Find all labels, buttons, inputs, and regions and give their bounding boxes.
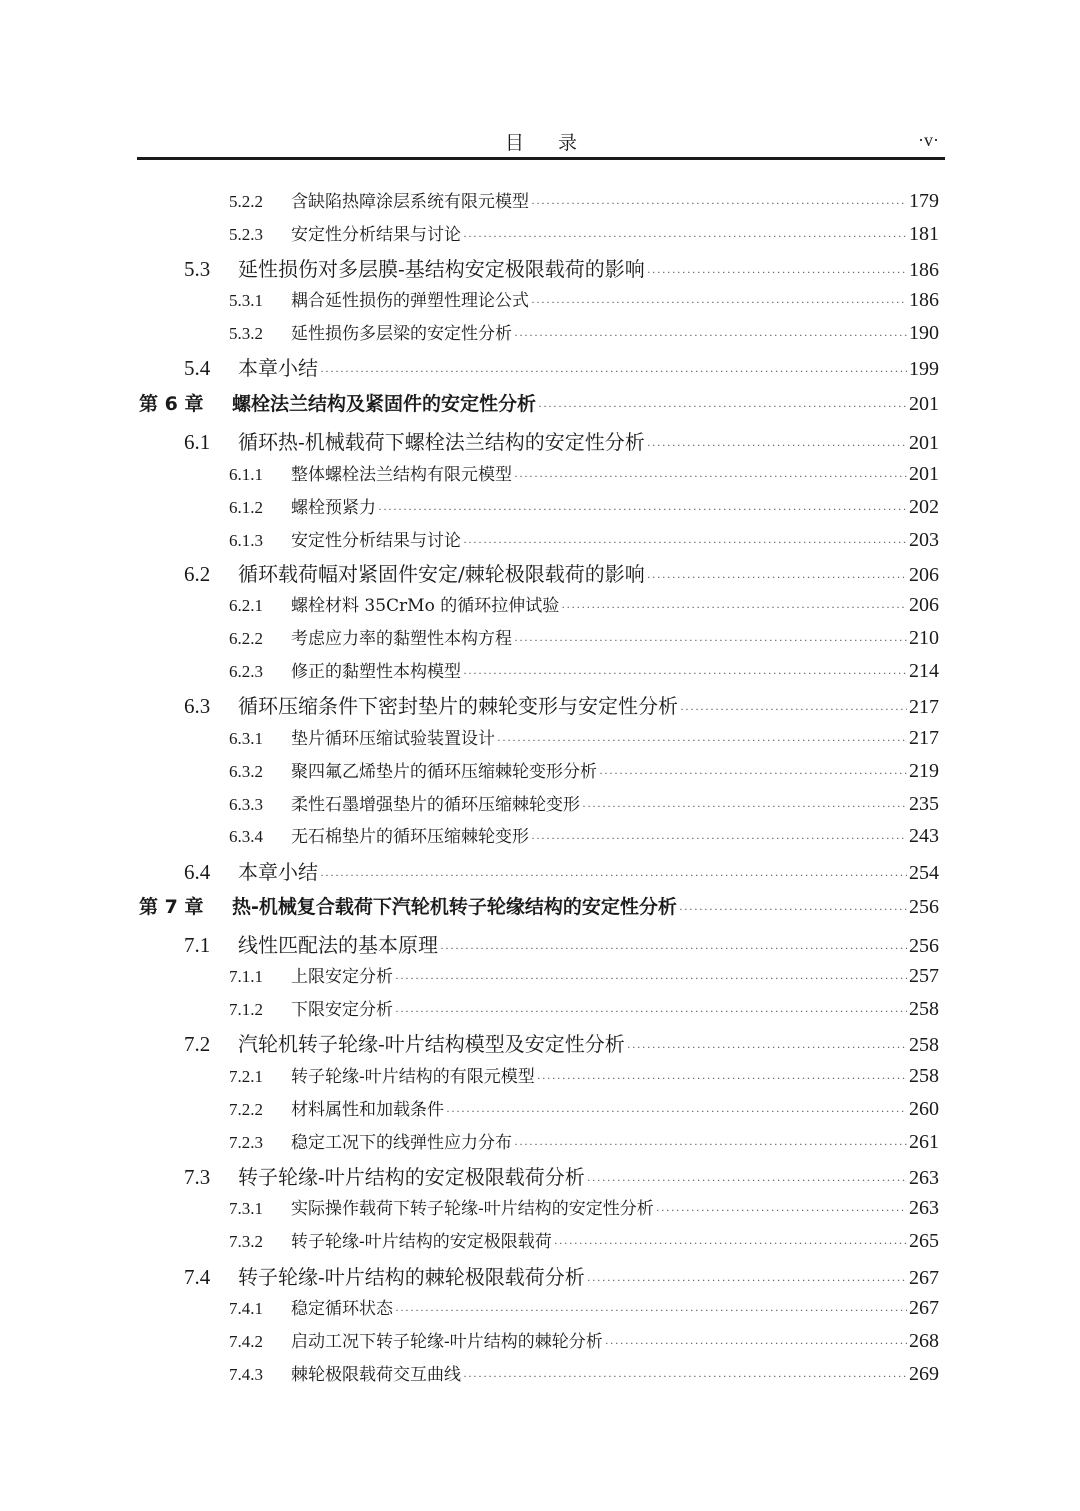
dot-leader: [587, 1273, 907, 1288]
toc-entry-title: 循环热-机械载荷下螺栓法兰结构的安定性分析: [238, 430, 645, 454]
toc-entry-title: 汽轮机转子轮缘-叶片结构模型及安定性分析: [238, 1032, 625, 1056]
toc-entry-number: 6.1.1: [229, 465, 263, 484]
toc-entry-number: 7.4: [184, 1265, 211, 1289]
toc-entry-page: 201: [909, 393, 939, 415]
toc-entry-number: 6.2.2: [229, 629, 263, 648]
toc-entry-page: 258: [909, 1065, 939, 1087]
toc-entry[interactable]: [229, 1062, 939, 1088]
toc-entry-number: 6.3.2: [229, 762, 263, 781]
dot-leader: [537, 1071, 907, 1086]
toc-entry-number: 5.3.2: [229, 324, 263, 343]
toc-entry-number: 第 7 章: [139, 896, 204, 918]
toc-entry-title: 循环压缩条件下密封垫片的棘轮变形与安定性分析: [238, 694, 678, 718]
toc-entry-title: 螺栓法兰结构及紧固件的安定性分析: [232, 393, 537, 415]
toc-entry-title: 转子轮缘-叶片结构的棘轮极限载荷分析: [238, 1265, 585, 1289]
toc-entry[interactable]: [229, 526, 939, 552]
toc-entry-title: 线性匹配法的基本原理: [238, 933, 438, 957]
toc-entry-page: 202: [909, 496, 939, 518]
toc-entry-title: 耦合延性损伤的弹塑性理论公式: [291, 291, 529, 311]
toc-entry-page: 206: [909, 594, 939, 616]
toc-entry[interactable]: [229, 790, 939, 816]
dot-leader: [463, 1369, 907, 1384]
toc-entry-title: 转子轮缘-叶片结构的安定极限载荷分析: [238, 1165, 585, 1189]
toc-entry[interactable]: [229, 624, 939, 650]
toc-entry-page: 219: [909, 760, 939, 782]
toc-entry[interactable]: [184, 929, 939, 958]
toc-entry-number: 7.1.2: [229, 1000, 263, 1019]
toc-entry-page: 217: [909, 696, 939, 718]
toc-entry-number: 7.2.1: [229, 1067, 263, 1086]
dot-leader: [514, 633, 907, 648]
toc-entry[interactable]: [184, 558, 939, 587]
toc-entry[interactable]: [229, 1128, 939, 1154]
toc-entry-title: 稳定工况下的线弹性应力分布: [291, 1133, 512, 1153]
toc-entry-title: 安定性分析结果与讨论: [291, 531, 461, 551]
toc-entry-title: 热-机械复合载荷下汽轮机转子轮缘结构的安定性分析: [232, 896, 677, 918]
toc-entry-number: 5.2.3: [229, 225, 263, 244]
toc-entry-page: 206: [909, 564, 939, 586]
toc-entry-title: 考虑应力率的黏塑性本构方程: [291, 629, 512, 649]
toc-entry-number: 6.3.1: [229, 729, 263, 748]
toc-entry-number: 6.2.1: [229, 596, 263, 615]
toc-entry-title: 修正的黏塑性本构模型: [291, 662, 461, 682]
dot-leader: [440, 941, 907, 956]
toc-entry-number: 5.3: [184, 257, 211, 281]
dot-leader: [463, 229, 907, 244]
dot-leader: [647, 265, 907, 280]
toc-entry-title: 本章小结: [238, 356, 318, 380]
toc-entry-number: 6.3: [184, 694, 211, 718]
dot-leader: [514, 1137, 907, 1152]
toc-entry-page: 256: [909, 896, 939, 918]
toc-entry[interactable]: [229, 319, 939, 345]
toc-entry-title: 下限安定分析: [291, 1000, 393, 1020]
toc-entry-page: 203: [909, 529, 939, 551]
toc-entry-page: 263: [909, 1167, 939, 1189]
dot-leader: [605, 1336, 907, 1351]
header-page-number: ·v·: [918, 130, 939, 150]
toc-entry[interactable]: [229, 1327, 939, 1353]
toc-entry[interactable]: [229, 657, 939, 683]
toc-entry-number: 6.4: [184, 860, 211, 884]
dot-leader: [647, 570, 907, 585]
toc-entry[interactable]: [184, 1161, 939, 1190]
toc-entry[interactable]: [229, 724, 939, 750]
toc-entry-page: 199: [909, 358, 939, 380]
toc-entry-title: 垫片循环压缩试验装置设计: [291, 729, 495, 749]
toc-entry[interactable]: [139, 389, 939, 416]
toc-entry-number: 7.2: [184, 1032, 211, 1056]
toc-entry-number: 第 6 章: [139, 393, 204, 415]
toc-entry[interactable]: [229, 460, 939, 486]
toc-entry-title: 延性损伤多层梁的安定性分析: [291, 324, 512, 344]
dot-leader: [446, 1104, 907, 1119]
dot-leader: [587, 1173, 907, 1188]
toc-entry-title: 材料属性和加载条件: [291, 1100, 444, 1120]
toc-entry-number: 7.4.3: [229, 1365, 263, 1384]
toc-entry-title: 无石棉垫片的循环压缩棘轮变形: [291, 827, 529, 847]
toc-entry-number: 6.1.3: [229, 531, 263, 550]
toc-entry-number: 5.3.1: [229, 291, 263, 310]
toc-entry-title: 转子轮缘-叶片结构的有限元模型: [291, 1067, 535, 1087]
dot-leader: [395, 971, 907, 986]
dot-leader: [679, 902, 907, 917]
toc-entry-title: 聚四氟乙烯垫片的循环压缩棘轮变形分析: [291, 762, 597, 782]
toc-entry-title: 本章小结: [238, 860, 318, 884]
toc-entry-page: 257: [909, 965, 939, 987]
dot-leader: [531, 196, 907, 211]
dot-leader: [514, 328, 907, 343]
dot-leader: [497, 733, 907, 748]
toc-entry-page: 210: [909, 627, 939, 649]
toc-entry-page: 214: [909, 660, 939, 682]
toc-entry[interactable]: [184, 690, 939, 719]
toc-entry[interactable]: [229, 493, 939, 519]
toc-entry-number: 7.1.1: [229, 967, 263, 986]
toc-entry-page: 217: [909, 727, 939, 749]
toc-entry[interactable]: [184, 352, 939, 381]
toc-entry[interactable]: [184, 1028, 939, 1057]
toc-entry-page: 235: [909, 793, 939, 815]
toc-entry-page: 190: [909, 322, 939, 344]
toc-entry[interactable]: [184, 253, 939, 282]
toc-entry-page: 265: [909, 1230, 939, 1252]
dot-leader: [320, 868, 907, 883]
toc-entry-page: 243: [909, 825, 939, 847]
toc-entry[interactable]: [229, 822, 939, 848]
toc-entry-number: 7.2.3: [229, 1133, 263, 1152]
toc-entry[interactable]: [229, 591, 939, 617]
toc-entry-page: 201: [909, 463, 939, 485]
dot-leader: [647, 438, 907, 453]
toc-entry-number: 6.1.2: [229, 498, 263, 517]
toc-entry-number: 6.3.3: [229, 795, 263, 814]
dot-leader: [531, 831, 907, 846]
toc-entry-title: 转子轮缘-叶片结构的安定极限载荷: [291, 1232, 552, 1252]
toc-entry-number: 6.3.4: [229, 827, 263, 846]
toc-entry-page: 269: [909, 1363, 939, 1385]
dot-leader: [627, 1040, 907, 1055]
toc-entry[interactable]: [229, 187, 939, 213]
toc-entry-title: 整体螺栓法兰结构有限元模型: [291, 465, 512, 485]
running-header: [137, 124, 945, 158]
toc-entry-title: 含缺陷热障涂层系统有限元模型: [291, 192, 529, 212]
dot-leader: [582, 799, 907, 814]
toc-entry-title: 延性损伤对多层膜-基结构安定极限载荷的影响: [238, 257, 645, 281]
toc-entry[interactable]: [229, 1294, 939, 1320]
toc-entry-page: 263: [909, 1197, 939, 1219]
dot-leader: [463, 666, 907, 681]
toc-entry-page: 201: [909, 432, 939, 454]
toc-entry[interactable]: [229, 1227, 939, 1253]
toc-entry-number: 5.2.2: [229, 192, 263, 211]
toc-entry[interactable]: [184, 1261, 939, 1290]
dot-leader: [378, 502, 907, 517]
dot-leader: [531, 295, 907, 310]
toc-entry[interactable]: [229, 1360, 939, 1386]
toc-entry[interactable]: [229, 962, 939, 988]
toc-entry-number: 7.3: [184, 1165, 211, 1189]
toc-entry-title: 实际操作载荷下转子轮缘-叶片结构的安定性分析: [291, 1199, 654, 1219]
dot-leader: [514, 469, 907, 484]
toc-entry[interactable]: [229, 757, 939, 783]
toc-entry[interactable]: [229, 1194, 939, 1220]
dot-leader: [599, 766, 907, 781]
toc-entry-number: 7.2.2: [229, 1100, 263, 1119]
toc-entry-page: 268: [909, 1330, 939, 1352]
header-rule: [137, 157, 945, 160]
dot-leader: [554, 1236, 907, 1251]
toc-entry-title: 螺栓材料 35CrMo 的循环拉伸试验: [291, 596, 560, 616]
toc-entry[interactable]: [139, 892, 939, 919]
toc-entry-title: 启动工况下转子轮缘-叶片结构的棘轮分析: [291, 1332, 603, 1352]
toc-entry-title: 柔性石墨增强垫片的循环压缩棘轮变形: [291, 795, 580, 815]
toc-entry-title: 螺栓预紧力: [291, 498, 376, 518]
toc-entry[interactable]: [184, 426, 939, 455]
toc-entry-page: 256: [909, 935, 939, 957]
toc-entry-number: 6.2: [184, 562, 211, 586]
toc-entry-page: 186: [909, 289, 939, 311]
toc-entry-page: 260: [909, 1098, 939, 1120]
dot-leader: [561, 600, 907, 615]
toc-entry[interactable]: [229, 286, 939, 312]
toc-entry-number: 6.2.3: [229, 662, 263, 681]
toc-entry-number: 6.1: [184, 430, 211, 454]
toc-entry-page: 179: [909, 190, 939, 212]
dot-leader: [395, 1004, 907, 1019]
toc-entry[interactable]: [229, 1095, 939, 1121]
toc-entry-page: 181: [909, 223, 939, 245]
toc-entry-title: 稳定循环状态: [291, 1299, 393, 1319]
toc-entry-number: 7.3.2: [229, 1232, 263, 1251]
toc-entry-page: 186: [909, 259, 939, 281]
dot-leader: [463, 535, 907, 550]
toc-entry[interactable]: [184, 856, 939, 885]
toc-entry[interactable]: [229, 995, 939, 1021]
toc-entry-title: 循环载荷幅对紧固件安定/棘轮极限载荷的影响: [238, 562, 645, 586]
toc-entry-number: 7.3.1: [229, 1199, 263, 1218]
toc-entry-page: 261: [909, 1131, 939, 1153]
toc-entry-page: 267: [909, 1267, 939, 1289]
toc-entry-page: 258: [909, 998, 939, 1020]
toc-entry-number: 7.4.2: [229, 1332, 263, 1351]
dot-leader: [656, 1203, 907, 1218]
toc-entry-number: 7.4.1: [229, 1299, 263, 1318]
toc-entry-number: 5.4: [184, 356, 211, 380]
dot-leader: [320, 364, 907, 379]
dot-leader: [395, 1303, 907, 1318]
header-title: 目录: [504, 132, 611, 154]
toc-entry-page: 267: [909, 1297, 939, 1319]
toc-entry-title: 棘轮极限载荷交互曲线: [291, 1365, 461, 1385]
toc-entry-title: 安定性分析结果与讨论: [291, 225, 461, 245]
toc-entry-page: 254: [909, 862, 939, 884]
toc-entry-number: 7.1: [184, 933, 211, 957]
dot-leader: [680, 702, 907, 717]
toc-entry[interactable]: [229, 220, 939, 246]
toc-entry-page: 258: [909, 1034, 939, 1056]
dot-leader: [538, 399, 907, 414]
toc-entry-title: 上限安定分析: [291, 967, 393, 987]
